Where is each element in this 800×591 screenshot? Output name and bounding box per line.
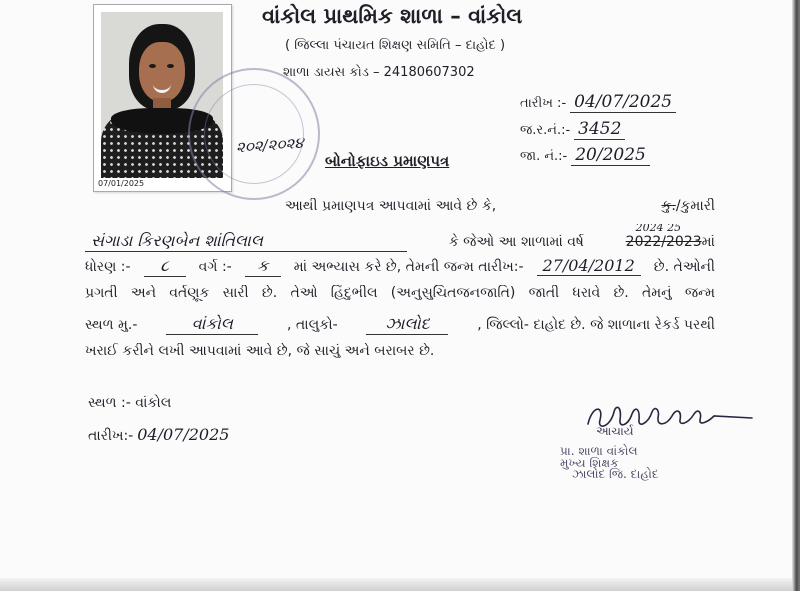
standard-value: ૮ (144, 256, 186, 277)
taluka-value: ઝાલોદ (366, 314, 448, 335)
body-line-5 (85, 314, 715, 338)
stamp-line-headmaster: મુખ્ય શિક્ષક (560, 456, 619, 470)
body-line-6 (85, 343, 715, 367)
outward-number-row (520, 145, 650, 166)
gr-number-row (520, 119, 625, 140)
school-dise-code: શાળા ડાયસ કોડ – 24180607302 (283, 65, 475, 80)
stamp-line-school: પ્રા. શાળા વાંકોલ (560, 444, 638, 458)
academic-year-struck: 2022/2023 (625, 234, 702, 250)
body-line-3-end: છે. તેઓની (653, 259, 715, 275)
academic-year-suffix: માં (701, 234, 715, 250)
gr-number-label: જ.ર.નં.:- (520, 123, 571, 138)
school-name: વાંકોલ પ્રાથમિક શાળા – વાંકોલ (262, 4, 523, 28)
salutation-title: /કુમારી (675, 198, 715, 214)
taluka-label: , તાલુકો- (287, 317, 338, 333)
outward-number-label: જા. નં.:- (520, 149, 568, 164)
scan-edge-right (792, 0, 800, 591)
body-line-3-mid: માં અભ્યાસ કરે છે, તેમની જન્મ તારીખ:- (293, 259, 524, 275)
issue-date-label: તારીખ :- (520, 96, 567, 111)
photo-date-stamp: 07/01/2025 (98, 179, 145, 188)
body-line-6-text: ખરાઈ કરીને લખી આપવામાં આવે છે, જે સાચું અને બરાબર છે. (85, 343, 435, 359)
body-line-4-text: પ્રગતી અને વર્તણૂક સારી છે. તેઓ હિંદુભીલ (અનુસુચિતજનજાતિ) જાતી ધરાવે છે. તેમનું જન્મ (85, 285, 715, 301)
outward-number-value: 20/2025 (571, 145, 650, 166)
division-value: ક (245, 256, 281, 277)
certificate-handwritten-number: ૨૦૨/૨૦૨૪ (235, 133, 305, 157)
body-line-4 (85, 285, 715, 309)
footer-place (88, 395, 171, 411)
birth-date: 27/04/2012 (537, 256, 641, 276)
certificate-title: બોનોફાઇડ પ્રમાણપત્ર (325, 152, 450, 170)
gr-number-value: 3452 (574, 119, 625, 140)
footer-date (88, 425, 229, 444)
salutation (661, 198, 715, 214)
birthplace-label: સ્થળ મુ.- (85, 317, 138, 333)
school-subtitle: ( જિલ્લા પંચાયત શિક્ષણ સમિતિ – દાહોદ ) (285, 38, 506, 53)
body-line-1 (285, 198, 715, 222)
issue-date-row (520, 92, 676, 113)
stamp-line-district: ઝાલોદ જિ. દાહોદ (572, 467, 659, 481)
footer-date-value: 04/07/2025 (137, 425, 230, 444)
salutation-struck: કુ. (661, 198, 676, 214)
academic-year-corrected: 2024 25 (635, 224, 682, 234)
standard-label: ધોરણ :- (85, 259, 131, 275)
division-label: વર્ગ :- (198, 259, 232, 275)
body-line-5-end: , જિલ્લો- દાહોદ છે. જે શાળાના રેકર્ડ પરથી (477, 317, 715, 333)
academic-year (626, 224, 715, 250)
footer-place-text: સ્થળ :- વાંકોલ (88, 395, 172, 411)
birthplace-value: વાંકોલ (166, 314, 258, 335)
student-name: સંગાડા કિરણબેન શાંતિલાલ (85, 231, 407, 252)
scan-edge-bottom (0, 578, 792, 591)
body-intro: આથી પ્રમાણપત્ર આપવામાં આવે છે કે, (285, 198, 497, 214)
signatory-title: આચાર્ય (596, 424, 634, 438)
footer-date-label: તારીખ:- (88, 428, 134, 444)
issue-date-value: 04/07/2025 (570, 92, 676, 113)
body-line-2-text: કે જેઓ આ શાળામાં વર્ષ (448, 234, 584, 250)
body-line-2 (85, 224, 715, 252)
body-line-3 (85, 256, 715, 280)
